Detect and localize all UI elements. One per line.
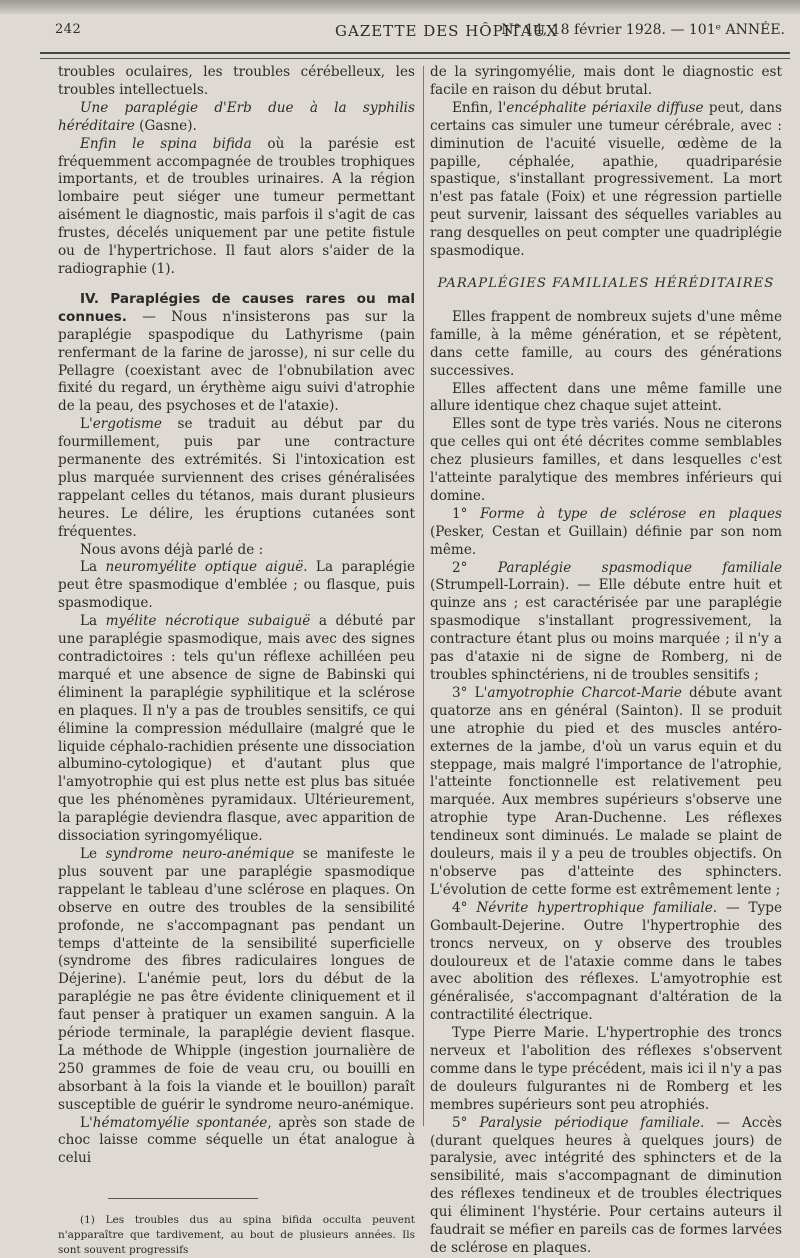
italic-term: syndrome neuro-anémique [105, 845, 295, 862]
paragraph-text: La [80, 613, 106, 630]
right-column [430, 64, 782, 1258]
left-column [58, 64, 415, 1258]
paragraph-text: Enfin, l' [452, 99, 507, 116]
paragraph-text: se manifeste le plus souvent par une paraplégie spasmodique rappelant le tableau d'une sclérose en plaques. On observe en outre des troubles de la sensibilité profonde, ne s'accompagnant pas pendant un temps d'atteinte de la sensibilité superficielle (syndrome des fibres radiculaires longues de Déjerine). L'anémie peut, lors du début de la paraplégie ne pas être évidente cliniquement et il faut penser à pratiquer un examen sanguin. A la période terminale, la paraplégie devient flasque. La méthode de Whipple (ingestion journalière de 250 grammes de foie de veau cru, ou bouilli en absorbant à la fois la viande et le bouillon) paraît susceptible de guérir le syndrome neuro-anémique. [58, 845, 415, 1113]
italic-term: hématomyélie spontanée [92, 1114, 268, 1131]
italic-term: neuromyélite optique aiguë [105, 559, 304, 576]
list-item [430, 685, 782, 900]
item-number: 5° [452, 1114, 480, 1131]
column-divider [423, 66, 424, 1126]
page-number: 242 [55, 22, 82, 37]
paragraph: Elles frappent de nombreux sujets d'une même famille, à la même génération, et se répètent, dans cette famille, au cours des générations successives. [430, 308, 782, 379]
header-rule [40, 52, 790, 54]
paragraph-text: a débuté par une paraplégie spasmodique, mais avec des signes contradictoires : tels qu'un réflexe achilléen peu marqué et une absence de signe de Babinski qui éliminent la paraplégie syphilitique et la sclérose en plaques. Il n'y a pas de troubles sensitifs, ce qui élimine la compression médullaire (malgré que le liquide céphalo-rachidien présente une dissociation albumino-cytologique) et d'autant plus que l'amyotrophie qui est plus nette est plus bas située que les phénomènes pyramidaux. Ultérieurement, la paraplégie deviendra flasque, avec apparition de dissociation syringomyélique. [58, 613, 415, 845]
paragraph [58, 613, 415, 846]
issue-info: N° 14, 18 février 1928. — 101ᵉ ANNÉE. [501, 22, 785, 38]
paragraph: Elles affectent dans une même famille une allure identique chez chaque sujet atteint. [430, 380, 782, 415]
paragraph: Elles sont de type très variés. Nous ne citerons que celles qui ont été décrites comme semblables chez plusieurs familles, et dans lesquelles c'est l'atteinte paralytique des membres inférieurs qui domine. [430, 416, 782, 504]
paragraph-text: . — Type Gombault-Dejerine. Outre l'hypertrophie des troncs nerveux, on y observe des troubles douloureux et de l'ataxie comme dans le tabes avec abolition des réflexes. L'amyotrophie est généralisée, s'accompagnant d'altération de la contractilité électrique. [430, 899, 782, 1024]
paragraph: troubles oculaires, les troubles cérébelleux, les troubles intellectuels. [58, 64, 415, 98]
paragraph-text: La [80, 559, 106, 576]
section-heading: PARAPLÉGIES FAMILIALES HÉRÉDITAIRES [437, 275, 775, 291]
page-top-edge [0, 0, 800, 14]
paragraph-text: peut, dans certains cas simuler une tumeur cérébrale, avec : diminution de l'acuité visuelle, œdème de la papille, céphalée, apathie, quadriparésie spastique, s'installant progressivement. La mort n'est pas fatale (Foix) et une régression partielle peut survenir, laissant des séquelles variables au rang desquelles on peut compter une quadriplégie spasmodique. [430, 99, 782, 260]
item-number: 3° L' [452, 684, 488, 701]
italic-term: Paraplégie spasmodique familiale [497, 559, 782, 576]
paragraph-text: — Nous n'insisterons pas sur la paraplégie spaspodique du Lathyrisme (pain renfermant de la farine de jarosse), ni sur celle du Pellagre (coexistant avec de l'obnubilation avec fixité du regard, un érythème aigu suivi d'atrophie de la peau, des psychoses et de l'ataxie). [58, 308, 415, 415]
paragraph [58, 1115, 415, 1169]
running-header [55, 22, 785, 48]
paragraph-text: où la parésie est fréquemment accompagnée de troubles trophiques importants, et de troubles urinaires. A la région lombaire peut siéger une tumeur permettant aisément le diagnostic, mais parfois il s'agit de cas frustes, décelés uniquement par une petite fistule ou de l'hypertrichose. Il faut alors s'aider de la radiographie (1). [58, 135, 415, 277]
journal-title: GAZETTE DES HÔPITAUX [335, 22, 558, 40]
italic-term: Névrite hypertrophique familiale [476, 899, 713, 916]
paragraph: Nous avons déjà parlé de : [80, 541, 264, 558]
paragraph [58, 416, 415, 541]
paragraph: de la syringomyélie, mais dont le diagnostic est facile en raison du début brutal. [430, 64, 782, 98]
italic-term: Enfin le spina bifida [80, 135, 252, 152]
list-item [430, 506, 782, 560]
paragraph-text: L' [80, 416, 93, 433]
section-heading: IV. Paraplégies de causes rares ou mal connues. [58, 290, 415, 325]
item-number: 2° [452, 559, 498, 576]
section-paragraph [58, 291, 415, 416]
paragraph-text: (Strumpell-Lorrain). — Elle débute entre huit et quinze ans ; est caractérisée par une paraplégie spasmodique s'installant progressivement, la contracture étant plus ou moins marquée ; il n'y a pas d'ataxie ni de signe de Romberg, ni de troubles sphinctériens, ni de troubles sensitifs ; [430, 577, 782, 683]
paragraph-text: se traduit au début par du fourmillement, puis par une contracture permanente des extrémités. Si l'intoxication est plus marquée surviennent des crises généralisées rappelant celles du tétanos, mais durant plusieurs heures. Le délire, les éruptions cutanées sont fréquentes. [58, 416, 415, 540]
paragraph: Type Pierre Marie. L'hypertrophie des troncs nerveux et l'abolition des réflexes s'observent comme dans le type précédent, mais ici il n'y a pas de douleurs fulgurantes ni de Romberg et les membres supérieurs sont peu atrophiés. [430, 1025, 782, 1113]
list-item [430, 900, 782, 1025]
italic-term: Une paraplégie d'Erb due à la syphilis héréditaire [58, 99, 415, 134]
footnote-rule [108, 1198, 258, 1199]
paragraph-text: débute avant quatorze ans en général (Sainton). Il se produit une atrophie du pied et des muscles antéro-externes de la jambe, d'où un varus equin et du steppage, mais malgré l'importance de l'atrophie, l'atteinte fonctionnelle est relativement peu marquée. Aux membres supérieurs s'observe une atrophie type Aran-Duchenne. Les réflexes tendineux sont diminués. Le malade se plaint de douleurs, mais il y a peu de troubles objectifs. On n'observe pas d'atteinte des sphincters. L'évolution de cette forme est extrêmement lente ; [430, 684, 782, 898]
paragraph [58, 136, 415, 279]
paragraph-text: , après son stade de choc laisse comme séquelle un état analogue à celui [58, 1114, 415, 1167]
footnote: (1) Les troubles dus au spina bifida occulta peuvent n'apparaître que tardivement, au bout de plusieurs années. Ils sont souvent progressifs [58, 1214, 415, 1257]
paragraph-text: L' [80, 1114, 93, 1131]
italic-term: myélite nécrotique subaiguë [105, 613, 311, 630]
list-item [430, 1115, 782, 1258]
italic-term: Forme à type de sclérose en plaques [480, 505, 782, 522]
list-item [430, 560, 782, 685]
italic-term: ergotisme [92, 416, 162, 433]
paragraph-text: . — Accès (durant quelques heures à quelques jours) de paralysie, avec intégrité des sphincters et de la sensibilité, mais s'accompagnant de diminution des réflexes tendineux et de troubles électriques qui éliminent l'hystérie. Pour certains auteurs il faudrait se méfier en pareils cas de formes larvées de sclérose en plaques. [430, 1114, 782, 1256]
paragraph-text: (Pesker, Cestan et Guillain) définie par son nom même. [430, 523, 782, 558]
paragraph-text: Le [80, 845, 106, 862]
paragraph-text: . La paraplégie peut être spasmodique d'emblée ; ou flasque, puis spasmodique. [58, 559, 415, 612]
item-number: 1° [452, 505, 481, 522]
italic-term: Paralysie périodique familiale [479, 1114, 700, 1131]
paragraph [58, 846, 415, 1115]
paragraph [430, 100, 782, 261]
header-rule-thin [40, 58, 790, 59]
paragraph [58, 100, 415, 136]
italic-term: amyotrophie Charcot-Marie [487, 684, 682, 701]
paragraph-text: (Gasne). [134, 117, 197, 134]
item-number: 4° [452, 899, 477, 916]
paragraph [58, 559, 415, 613]
italic-term: encéphalite périaxile diffuse [506, 99, 704, 116]
